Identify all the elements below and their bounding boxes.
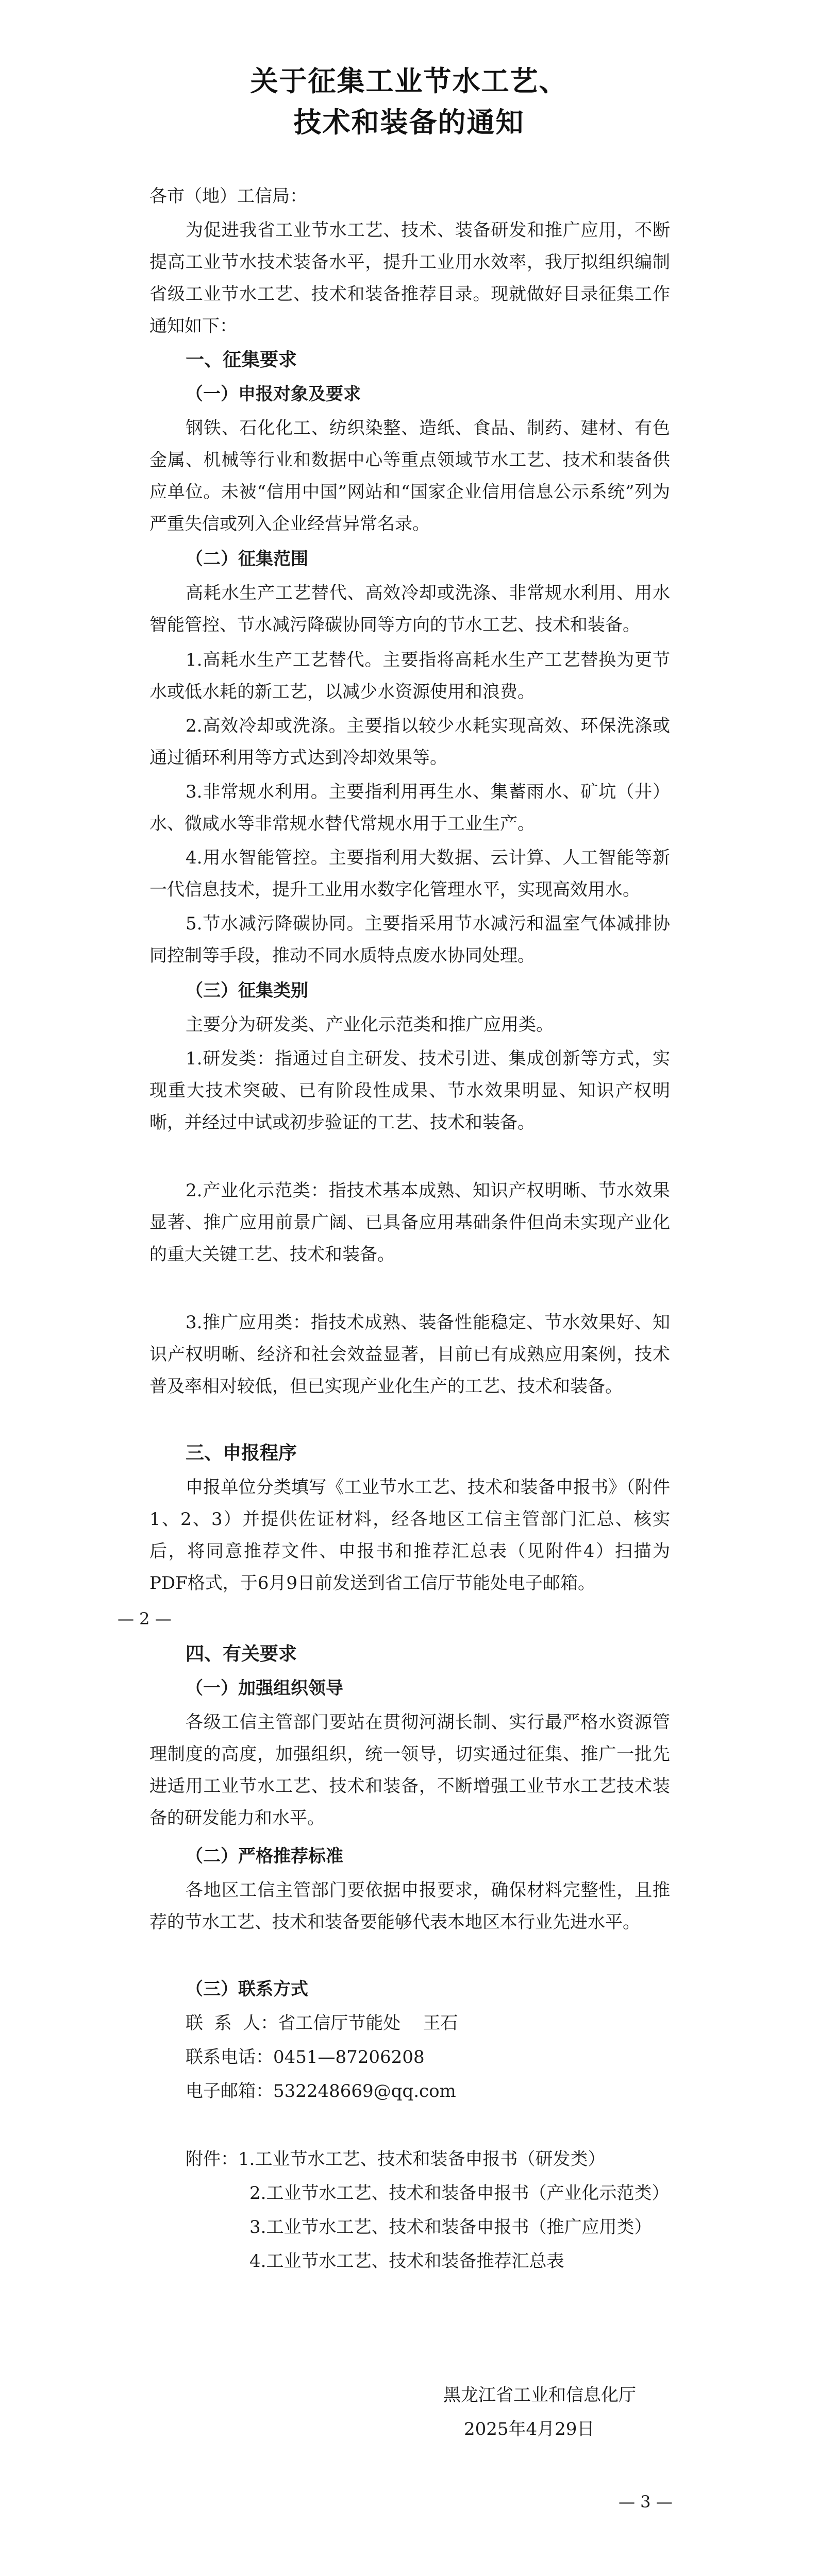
attachment-item-3: 3.工业节水工艺、技术和装备申报书（推广应用类） [249, 2217, 652, 2238]
scope-item-2: 2.高效冷却或洗涤。主要指以较少水耗实现高效、环保洗涤或通过循环利用等方式达到冷却效果等。 [149, 716, 670, 768]
scope-item-3: 3.非常规水利用。主要指利用再生水、集蓄雨水、矿坑（井）水、微咸水等非常规水替代常规水用于工业生产。 [149, 782, 670, 834]
section-1-2-text: 高耗水生产工艺替代、高效冷却或洗涤、非常规水利用、用水智能管控、节水减污降碳协同等方向的节水工艺、技术和装备。 [149, 583, 670, 635]
contact-email: 电子邮箱：532248669@qq.com [186, 2081, 456, 2102]
document-title-line-1: 关于征集工业节水工艺、 [250, 65, 568, 97]
document-title-line-2: 技术和装备的通知 [293, 106, 525, 139]
section-4-heading: 四、有关要求 [186, 1643, 297, 1665]
contact-person: 联 系 人：省工信厅节能处 王石 [186, 2013, 458, 2033]
section-4-2-text: 各地区工信主管部门要依据申报要求，确保材料完整性，且推荐的节水工艺、技术和装备要能够代表本地区本行业先进水平。 [149, 1880, 670, 1933]
section-4-1-heading: （一）加强组织领导 [186, 1678, 343, 1699]
section-1-1-text: 钢铁、石化化工、纺织染整、造纸、食品、制药、建材、有色金属、机械等行业和数据中心等重点领域节水工艺、技术和装备供应单位。未被“信用中国”网站和“国家企业信用信息公示系统”列为严重失信或列入企业经营异常名录。 [149, 418, 670, 534]
salutation: 各市（地）工信局： [149, 186, 307, 207]
category-item-1: 1.研发类：指通过自主研发、技术引进、集成创新等方式，实现重大技术突破、已有阶段性成果、节水效果明显、知识产权明晰，并经过中试或初步验证的工艺、技术和装备。 [149, 1048, 670, 1133]
scope-item-4: 4.用水智能管控。主要指利用大数据、云计算、人工智能等新一代信息技术，提升工业用水数字化管理水平，实现高效用水。 [149, 848, 670, 900]
section-1-3-text: 主要分为研发类、产业化示范类和推广应用类。 [186, 1014, 554, 1035]
section-1-2-heading: （二）征集范围 [186, 549, 308, 569]
scope-item-5: 5.节水减污降碳协同。主要指采用节水减污和温室气体减排协同控制等手段，推动不同水质特点废水协同处理。 [149, 913, 670, 966]
category-item-2: 2.产业化示范类：指技术基本成熟、知识产权明晰、节水效果显著、推广应用前景广阔、已具备应用基础条件但尚未实现产业化的重大关键工艺、技术和装备。 [149, 1180, 670, 1265]
contact-phone: 联系电话：0451—87206208 [186, 2047, 425, 2067]
section-1-heading: 一、征集要求 [186, 349, 297, 370]
signature-date: 2025年4月29日 [464, 2419, 595, 2439]
page-number-3: — 3 — [619, 2492, 673, 2512]
section-3-heading: 三、申报程序 [186, 1443, 297, 1464]
section-4-2-heading: （二）严格推荐标准 [186, 1846, 343, 1867]
attachments-label: 附件： [186, 2149, 238, 2170]
section-3-text: 申报单位分类填写《工业节水工艺、技术和装备申报书》（附件1、2、3）并提供佐证材料，经各地区工信主管部门汇总、核实后，将同意推荐文件、申报书和推荐汇总表（见附件4）扫描为PDF格式，于6月9日前发送到省工信厅节能处电子邮箱。 [149, 1477, 670, 1594]
signature-organization: 黑龙江省工业和信息化厅 [443, 2385, 636, 2405]
section-4-3-heading: （三）联系方式 [186, 1979, 308, 1999]
scope-item-1: 1.高耗水生产工艺替代。主要指将高耗水生产工艺替换为更节水或低水耗的新工艺，以减少水资源使用和浪费。 [149, 650, 670, 702]
section-4-1-text: 各级工信主管部门要站在贯彻河湖长制、实行最严格水资源管理制度的高度，加强组织，统一领导，切实通过征集、推广一批先进适用工业节水工艺、技术和装备，不断增强工业节水工艺技术装备的研发能力和水平。 [149, 1712, 670, 1828]
page-number-2: — 2 — [118, 1609, 172, 1629]
section-1-1-heading: （一）申报对象及要求 [186, 384, 361, 404]
attachment-item-4: 4.工业节水工艺、技术和装备推荐汇总表 [249, 2251, 564, 2272]
section-1-3-heading: （三）征集类别 [186, 980, 308, 1001]
attachment-item-2: 2.工业节水工艺、技术和装备申报书（产业化示范类） [249, 2183, 670, 2204]
category-item-3: 3.推广应用类：指技术成熟、装备性能稳定、节水效果好、知识产权明晰、经济和社会效益显著，目前已有成熟应用案例，技术普及率相对较低，但已实现产业化生产的工艺、技术和装备。 [149, 1312, 670, 1397]
attachment-item-1: 1.工业节水工艺、技术和装备申报书（研发类） [238, 2149, 606, 2170]
intro-paragraph: 为促进我省工业节水工艺、技术、装备研发和推广应用，不断提高工业节水技术装备水平，提升工业用水效率，我厅拟组织编制省级工业节水工艺、技术和装备推荐目录。现就做好目录征集工作通知如下： [149, 220, 670, 336]
